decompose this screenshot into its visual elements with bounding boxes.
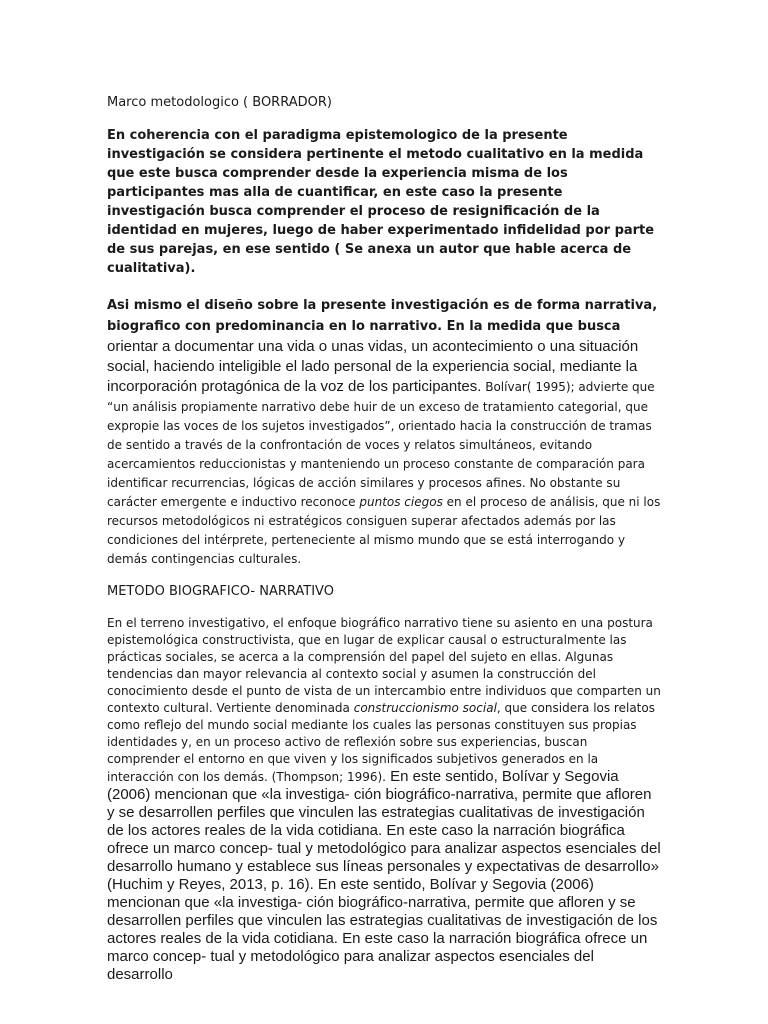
paragraph-biografico-big: En este sentido, Bolívar y Segovia (2006) mencionan que «la investiga- ción biográfico-narrativa, permite que afloren y se desarrollen perfiles que vinculen las estrategias cualitativas de investigación de los actores reales de la vida cotidiana. En este caso la narración biográfica ofrece un marco concep- tual y metodológico para analizar aspectos esenciales del desarrollo humano y establece sus líneas personales y expectativas de desarrollo» (Huchim y Reyes, 2013, p. 16). En este sentido, Bolívar y Segovia (2006) mencionan que «la investiga- ción biográfico-narrativa, permite que afloren y se desarrollen perfiles que vinculen las estrategias cualitativas de investigación de los actores reales de la vida cotidiana. En este caso la narración biográfica ofrece un marco concep- tual y metodológico para analizar aspectos esenciales del desarrollo [107,768,661,983]
paragraph-biografico-part2: , que considera los relatos como reflejo del mundo social mediante los cuales las personas constituyen sus propias identidades y, en un proceso activo de reflexión sobre sus experiencias, buscan comprender el entorno en que viven y los significados subjetivos generados en la interacción con los demás. (Thompson; 1996). [107,701,655,784]
paragraph-cualitativo: En coherencia con el paradigma epistemologico de la presente investigación se considera pertinente el metodo cualitativo en la medida que este busca comprender desde la experiencia misma de los participantes mas alla de cuantificar, en este caso la presente investigación busca comprender el proceso de resignificación de la identidad en mujeres, luego de haber experimentado infidelidad por parte de sus parejas, en ese sentido ( Se anexa un autor que hable acerca de cualitativa). [107,128,655,276]
paragraph-biografico [107,615,663,984]
paragraph-narrativo-quote: Bolívar( 1995); advierte que “un análisis propiamente narrativo debe huir de un exceso de tratamiento categorial, que expropie las voces de los sujetos investigados”, orientado hacia la construcción de tramas de sentido a través de la confrontación de voces y relatos simultáneos, evitando acercamientos reduccionistas y manteniendo un proceso constante de comparación para identificar recurrencias, lógicas de acción similares y procesos afines. No obstante su carácter emergente e inductivo reconoce [107,380,655,509]
paragraph-narrativo [107,294,663,567]
document-page [107,94,663,984]
italic-term-puntos-ciegos: puntos ciegos [359,495,443,509]
paragraph-biografico-part1: En el terreno investigativo, el enfoque biográfico narrativo tiene su asiento en una postura epistemológica constructivista, que en lugar de explicar causal o estructuralmente las prácticas sociales, se acerca a la comprensión del papel del sujeto en ellas. Algunas tendencias dan mayor relevancia al contexto social y asumen la construcción del conocimiento desde el punto de vista de un intercambio entre individuos que comparten un contexto cultural. Vertiente denominada [107,616,661,715]
paragraph-narrativo-intro: Asi mismo el diseño sobre la presente investigación es de forma narrativa, biografico con predominancia en lo narrativo. En la medida que busca [107,298,658,334]
paragraph-narrativo-quote-end: en el proceso de análisis, que ni los recursos metodológicos ni estratégicos consiguen superar afectados además por las condiciones del intérprete, perteneciente al mismo mundo que se está interrogando y demás contingencias culturales. [107,495,661,566]
paragraph-narrativo-arial: orientar a documentar una vida o unas vidas, un acontecimiento o una situación social, haciendo inteligible el lado personal de la experiencia social, mediante la incorporación protagónica de la voz de los participantes. [107,338,639,395]
section-heading: METODO BIOGRAFICO- NARRATIVO [107,584,334,599]
document-title: Marco metodologico ( BORRADOR) [107,95,332,110]
italic-term-construccionismo: construccionismo social [353,701,497,715]
